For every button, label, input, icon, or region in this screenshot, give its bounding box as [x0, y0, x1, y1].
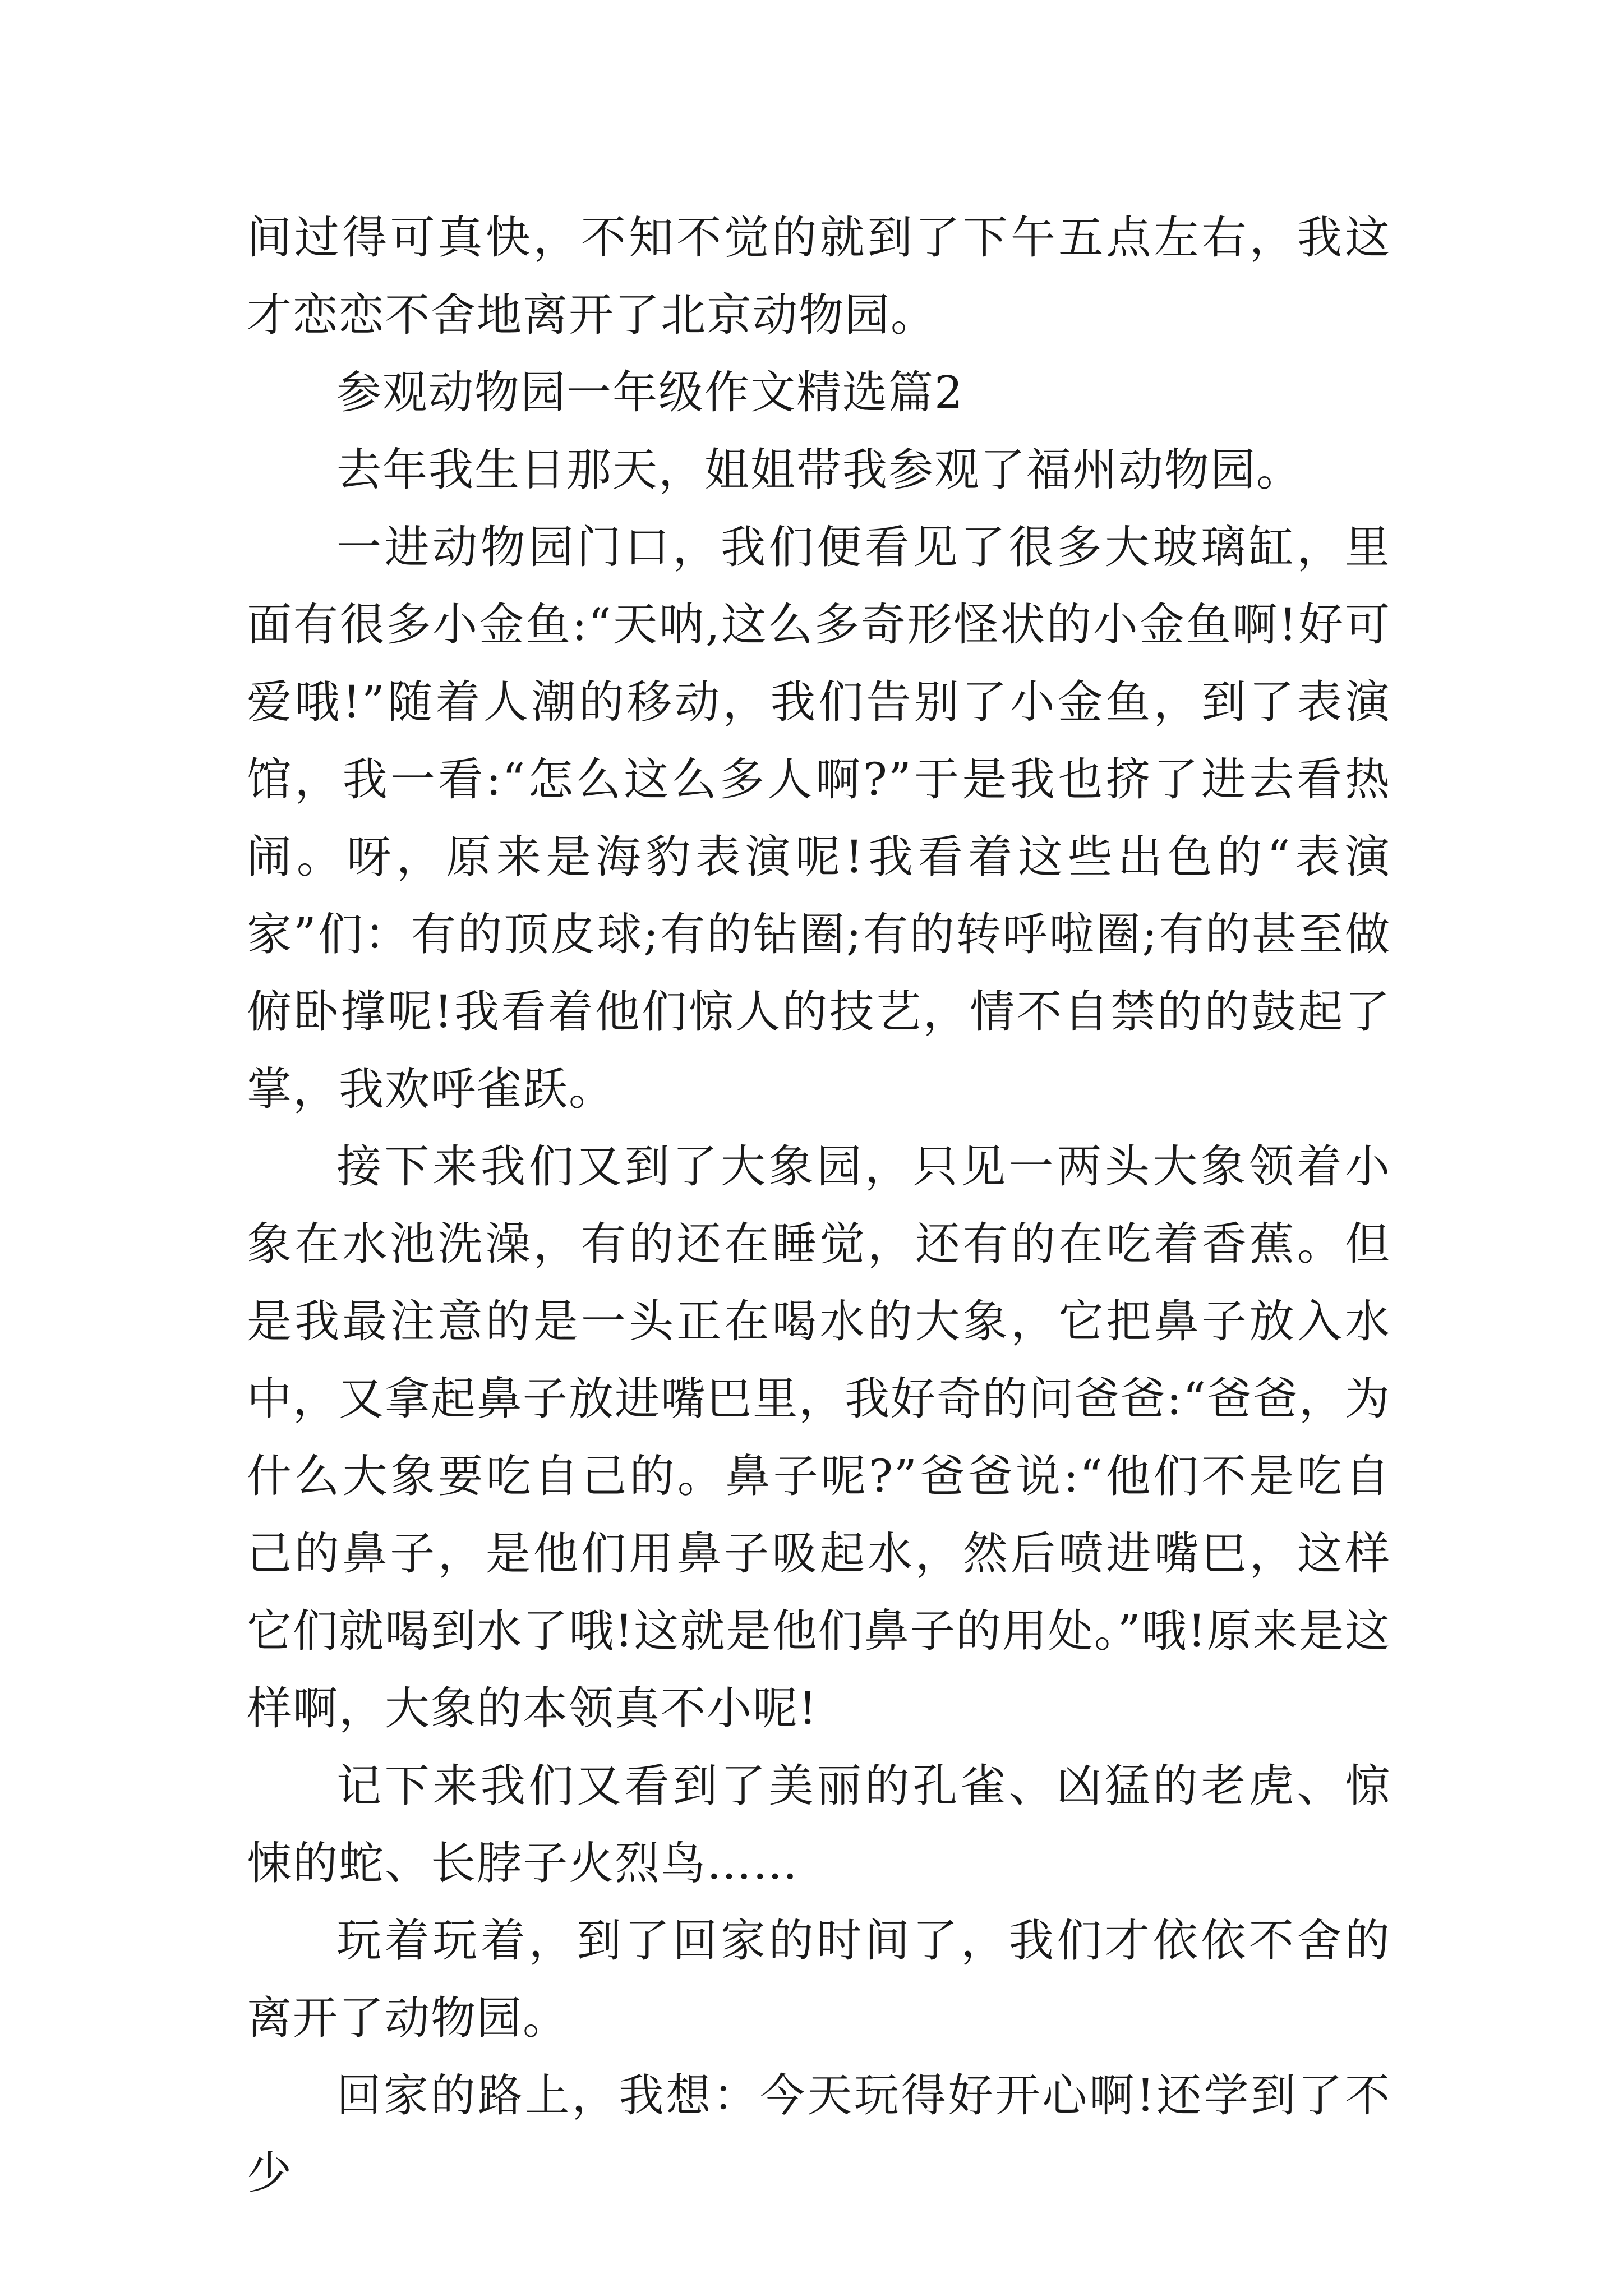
paragraph-continuation: 间过得可真快，不知不觉的就到了下午五点左右，我这才恋恋不舍地离开了北京动物园。 — [247, 211, 1391, 341]
paragraph: 玩着玩着，到了回家的时间了，我们才依依不舍的离开了动物园。 — [247, 1915, 1391, 2044]
paragraph: 去年我生日那天，姐姐带我参观了福州动物园。 — [336, 444, 1302, 496]
section-heading: 参观动物园一年级作文精选篇2 — [336, 366, 964, 418]
paragraph: 接下来我们又到了大象园，只见一两头大象领着小象在水池洗澡，有的还在睡觉，还有的在吃着香蕉。但是我最注意的是一头正在喝水的大象，它把鼻子放入水中，又拿起鼻子放进嘴巴里，我好奇的问爸爸:“爸爸，为什么大象要吃自己的。鼻子呢?”爸爸说:“他们不是吃自己的鼻子，是他们用鼻子吸起水，然后喷进嘴巴，这样它们就喝到水了哦!这就是他们鼻子的用处。”哦!原来是这样啊，大象的本领真不小呢! — [247, 1140, 1391, 1734]
paragraph: 回家的路上，我想：今天玩得好开心啊!还学到了不少 — [247, 2069, 1391, 2199]
paragraph: 记下来我们又看到了美丽的孔雀、凶猛的老虎、惊悚的蛇、长脖子火烈鸟…… — [247, 1760, 1391, 1889]
paragraph: 一进动物园门口，我们便看见了很多大玻璃缸，里面有很多小金鱼:“天呐,这么多奇形怪状的小金鱼啊!好可爱哦!”随着人潮的移动，我们告别了小金鱼，到了表演馆，我一看:“怎么这么多人啊?”于是我也挤了进去看热闹。呀，原来是海豹表演呢!我看着这些出色的“表演家”们：有的顶皮球;有的钻圈;有的转呼啦圈;有的甚至做俯卧撑呢!我看着他们惊人的技艺，情不自禁的的鼓起了掌，我欢呼雀跃。 — [247, 521, 1391, 1115]
document-body — [247, 199, 1391, 2212]
